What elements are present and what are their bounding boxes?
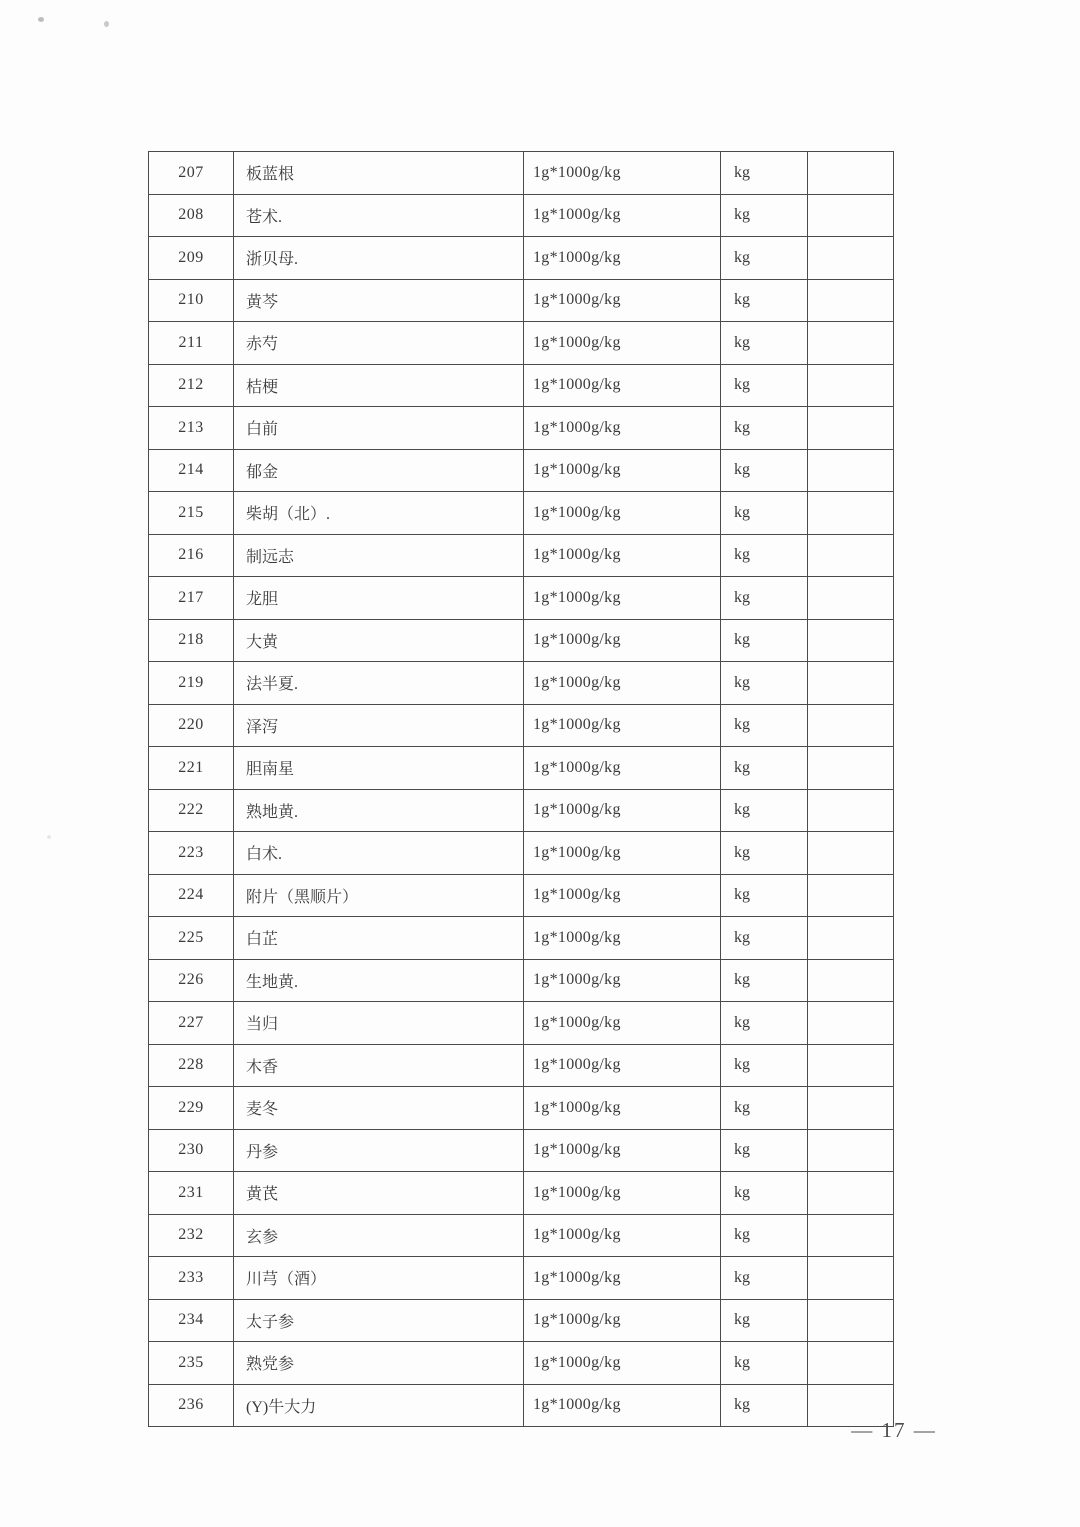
blank-cell — [808, 1087, 894, 1130]
table-row — [149, 152, 894, 195]
specification-cell: 1g*1000g/kg — [524, 322, 721, 365]
medicine-name-cell: 浙贝母. — [234, 237, 524, 280]
medicine-name-cell: 丹参 — [234, 1129, 524, 1172]
medicine-name-cell: 白前 — [234, 407, 524, 450]
specification-cell: 1g*1000g/kg — [524, 407, 721, 450]
unit-cell: kg — [721, 1172, 808, 1215]
unit-cell: kg — [721, 1257, 808, 1300]
blank-cell — [808, 789, 894, 832]
medicine-name-cell: 泽泻 — [234, 704, 524, 747]
row-number-cell: 228 — [149, 1044, 234, 1087]
blank-cell — [808, 1257, 894, 1300]
table-row — [149, 1384, 894, 1427]
table-row — [149, 279, 894, 322]
table-row — [149, 874, 894, 917]
medicine-name-cell: 胆南星 — [234, 747, 524, 790]
row-number-cell: 213 — [149, 407, 234, 450]
unit-cell: kg — [721, 322, 808, 365]
unit-cell: kg — [721, 959, 808, 1002]
specification-cell: 1g*1000g/kg — [524, 832, 721, 875]
blank-cell — [808, 1299, 894, 1342]
medicine-name-cell: 桔梗 — [234, 364, 524, 407]
scan-speck — [38, 17, 44, 22]
medicine-name-cell: 白芷 — [234, 917, 524, 960]
table-row — [149, 194, 894, 237]
blank-cell — [808, 152, 894, 195]
medicine-name-cell: 郁金 — [234, 449, 524, 492]
specification-cell: 1g*1000g/kg — [524, 449, 721, 492]
row-number-cell: 232 — [149, 1214, 234, 1257]
specification-cell: 1g*1000g/kg — [524, 704, 721, 747]
table-row — [149, 832, 894, 875]
specification-cell: 1g*1000g/kg — [524, 619, 721, 662]
table-row — [149, 322, 894, 365]
row-number-cell: 229 — [149, 1087, 234, 1130]
row-number-cell: 222 — [149, 789, 234, 832]
specification-cell: 1g*1000g/kg — [524, 747, 721, 790]
specification-cell: 1g*1000g/kg — [524, 1129, 721, 1172]
table-row — [149, 789, 894, 832]
table-row — [149, 704, 894, 747]
unit-cell: kg — [721, 874, 808, 917]
blank-cell — [808, 704, 894, 747]
unit-cell: kg — [721, 1384, 808, 1427]
blank-cell — [808, 1342, 894, 1385]
unit-cell: kg — [721, 364, 808, 407]
row-number-cell: 221 — [149, 747, 234, 790]
table-row — [149, 1129, 894, 1172]
specification-cell: 1g*1000g/kg — [524, 917, 721, 960]
specification-cell: 1g*1000g/kg — [524, 279, 721, 322]
medicine-list-table — [148, 151, 894, 1427]
row-number-cell: 233 — [149, 1257, 234, 1300]
table-row — [149, 364, 894, 407]
medicine-name-cell: 生地黄. — [234, 959, 524, 1002]
unit-cell: kg — [721, 492, 808, 535]
blank-cell — [808, 194, 894, 237]
blank-cell — [808, 577, 894, 620]
unit-cell: kg — [721, 662, 808, 705]
row-number-cell: 220 — [149, 704, 234, 747]
table-row — [149, 237, 894, 280]
table-row — [149, 534, 894, 577]
medicine-name-cell: 大黄 — [234, 619, 524, 662]
medicine-name-cell: 川芎（酒） — [234, 1257, 524, 1300]
row-number-cell: 215 — [149, 492, 234, 535]
row-number-cell: 216 — [149, 534, 234, 577]
specification-cell: 1g*1000g/kg — [524, 237, 721, 280]
medicine-name-cell: (Y)牛大力 — [234, 1384, 524, 1427]
medicine-name-cell: 木香 — [234, 1044, 524, 1087]
medicine-name-cell: 麦冬 — [234, 1087, 524, 1130]
table-row — [149, 1257, 894, 1300]
row-number-cell: 231 — [149, 1172, 234, 1215]
row-number-cell: 234 — [149, 1299, 234, 1342]
unit-cell: kg — [721, 1129, 808, 1172]
blank-cell — [808, 279, 894, 322]
blank-cell — [808, 449, 894, 492]
blank-cell — [808, 237, 894, 280]
blank-cell — [808, 959, 894, 1002]
blank-cell — [808, 322, 894, 365]
unit-cell: kg — [721, 704, 808, 747]
specification-cell: 1g*1000g/kg — [524, 1214, 721, 1257]
blank-cell — [808, 534, 894, 577]
unit-cell: kg — [721, 789, 808, 832]
unit-cell: kg — [721, 152, 808, 195]
specification-cell: 1g*1000g/kg — [524, 1044, 721, 1087]
medicine-name-cell: 当归 — [234, 1002, 524, 1045]
medicine-name-cell: 龙胆 — [234, 577, 524, 620]
specification-cell: 1g*1000g/kg — [524, 492, 721, 535]
unit-cell: kg — [721, 1342, 808, 1385]
medicine-name-cell: 玄参 — [234, 1214, 524, 1257]
table-row — [149, 747, 894, 790]
medicine-name-cell: 附片（黑顺片） — [234, 874, 524, 917]
row-number-cell: 219 — [149, 662, 234, 705]
medicine-name-cell: 法半夏. — [234, 662, 524, 705]
unit-cell: kg — [721, 407, 808, 450]
blank-cell — [808, 917, 894, 960]
page-number: — 17 — — [851, 1418, 937, 1442]
table-row — [149, 1044, 894, 1087]
row-number-cell: 212 — [149, 364, 234, 407]
unit-cell: kg — [721, 279, 808, 322]
medicine-name-cell: 白术. — [234, 832, 524, 875]
row-number-cell: 209 — [149, 237, 234, 280]
unit-cell: kg — [721, 1044, 808, 1087]
unit-cell: kg — [721, 832, 808, 875]
blank-cell — [808, 364, 894, 407]
table-body — [149, 152, 894, 1427]
specification-cell: 1g*1000g/kg — [524, 194, 721, 237]
medicine-name-cell: 柴胡（北）. — [234, 492, 524, 535]
table-row — [149, 1214, 894, 1257]
specification-cell: 1g*1000g/kg — [524, 1172, 721, 1215]
unit-cell: kg — [721, 577, 808, 620]
table-row — [149, 449, 894, 492]
blank-cell — [808, 832, 894, 875]
blank-cell — [808, 874, 894, 917]
table-row — [149, 407, 894, 450]
blank-cell — [808, 1002, 894, 1045]
row-number-cell: 227 — [149, 1002, 234, 1045]
blank-cell — [808, 1044, 894, 1087]
table-row — [149, 1299, 894, 1342]
table-row — [149, 662, 894, 705]
specification-cell: 1g*1000g/kg — [524, 364, 721, 407]
blank-cell — [808, 1214, 894, 1257]
medicine-name-cell: 太子参 — [234, 1299, 524, 1342]
unit-cell: kg — [721, 194, 808, 237]
blank-cell — [808, 407, 894, 450]
medicine-name-cell: 熟党参 — [234, 1342, 524, 1385]
specification-cell: 1g*1000g/kg — [524, 959, 721, 1002]
specification-cell: 1g*1000g/kg — [524, 1087, 721, 1130]
blank-cell — [808, 492, 894, 535]
medicine-name-cell: 熟地黄. — [234, 789, 524, 832]
specification-cell: 1g*1000g/kg — [524, 1002, 721, 1045]
scan-speck — [47, 835, 51, 839]
unit-cell: kg — [721, 449, 808, 492]
medicine-name-cell: 苍术. — [234, 194, 524, 237]
row-number-cell: 207 — [149, 152, 234, 195]
unit-cell: kg — [721, 237, 808, 280]
unit-cell: kg — [721, 1002, 808, 1045]
scan-speck — [104, 21, 109, 27]
table-row — [149, 917, 894, 960]
row-number-cell: 218 — [149, 619, 234, 662]
medicine-name-cell: 赤芍 — [234, 322, 524, 365]
row-number-cell: 226 — [149, 959, 234, 1002]
row-number-cell: 223 — [149, 832, 234, 875]
table-row — [149, 1002, 894, 1045]
table-row — [149, 959, 894, 1002]
specification-cell: 1g*1000g/kg — [524, 662, 721, 705]
row-number-cell: 230 — [149, 1129, 234, 1172]
blank-cell — [808, 1172, 894, 1215]
specification-cell: 1g*1000g/kg — [524, 1384, 721, 1427]
unit-cell: kg — [721, 747, 808, 790]
medicine-name-cell: 制远志 — [234, 534, 524, 577]
blank-cell — [808, 619, 894, 662]
specification-cell: 1g*1000g/kg — [524, 789, 721, 832]
unit-cell: kg — [721, 534, 808, 577]
table-row — [149, 577, 894, 620]
unit-cell: kg — [721, 619, 808, 662]
blank-cell — [808, 662, 894, 705]
unit-cell: kg — [721, 1087, 808, 1130]
specification-cell: 1g*1000g/kg — [524, 874, 721, 917]
row-number-cell: 217 — [149, 577, 234, 620]
specification-cell: 1g*1000g/kg — [524, 577, 721, 620]
blank-cell — [808, 747, 894, 790]
table-row — [149, 492, 894, 535]
row-number-cell: 235 — [149, 1342, 234, 1385]
blank-cell — [808, 1129, 894, 1172]
table-row — [149, 1342, 894, 1385]
table-row — [149, 619, 894, 662]
specification-cell: 1g*1000g/kg — [524, 534, 721, 577]
specification-cell: 1g*1000g/kg — [524, 1299, 721, 1342]
row-number-cell: 236 — [149, 1384, 234, 1427]
medicine-name-cell: 黄芪 — [234, 1172, 524, 1215]
unit-cell: kg — [721, 917, 808, 960]
specification-cell: 1g*1000g/kg — [524, 1342, 721, 1385]
row-number-cell: 224 — [149, 874, 234, 917]
unit-cell: kg — [721, 1299, 808, 1342]
row-number-cell: 214 — [149, 449, 234, 492]
medicine-name-cell: 板蓝根 — [234, 152, 524, 195]
specification-cell: 1g*1000g/kg — [524, 152, 721, 195]
row-number-cell: 210 — [149, 279, 234, 322]
row-number-cell: 208 — [149, 194, 234, 237]
row-number-cell: 211 — [149, 322, 234, 365]
table-row — [149, 1172, 894, 1215]
unit-cell: kg — [721, 1214, 808, 1257]
table-row — [149, 1087, 894, 1130]
medicine-name-cell: 黄芩 — [234, 279, 524, 322]
row-number-cell: 225 — [149, 917, 234, 960]
specification-cell: 1g*1000g/kg — [524, 1257, 721, 1300]
